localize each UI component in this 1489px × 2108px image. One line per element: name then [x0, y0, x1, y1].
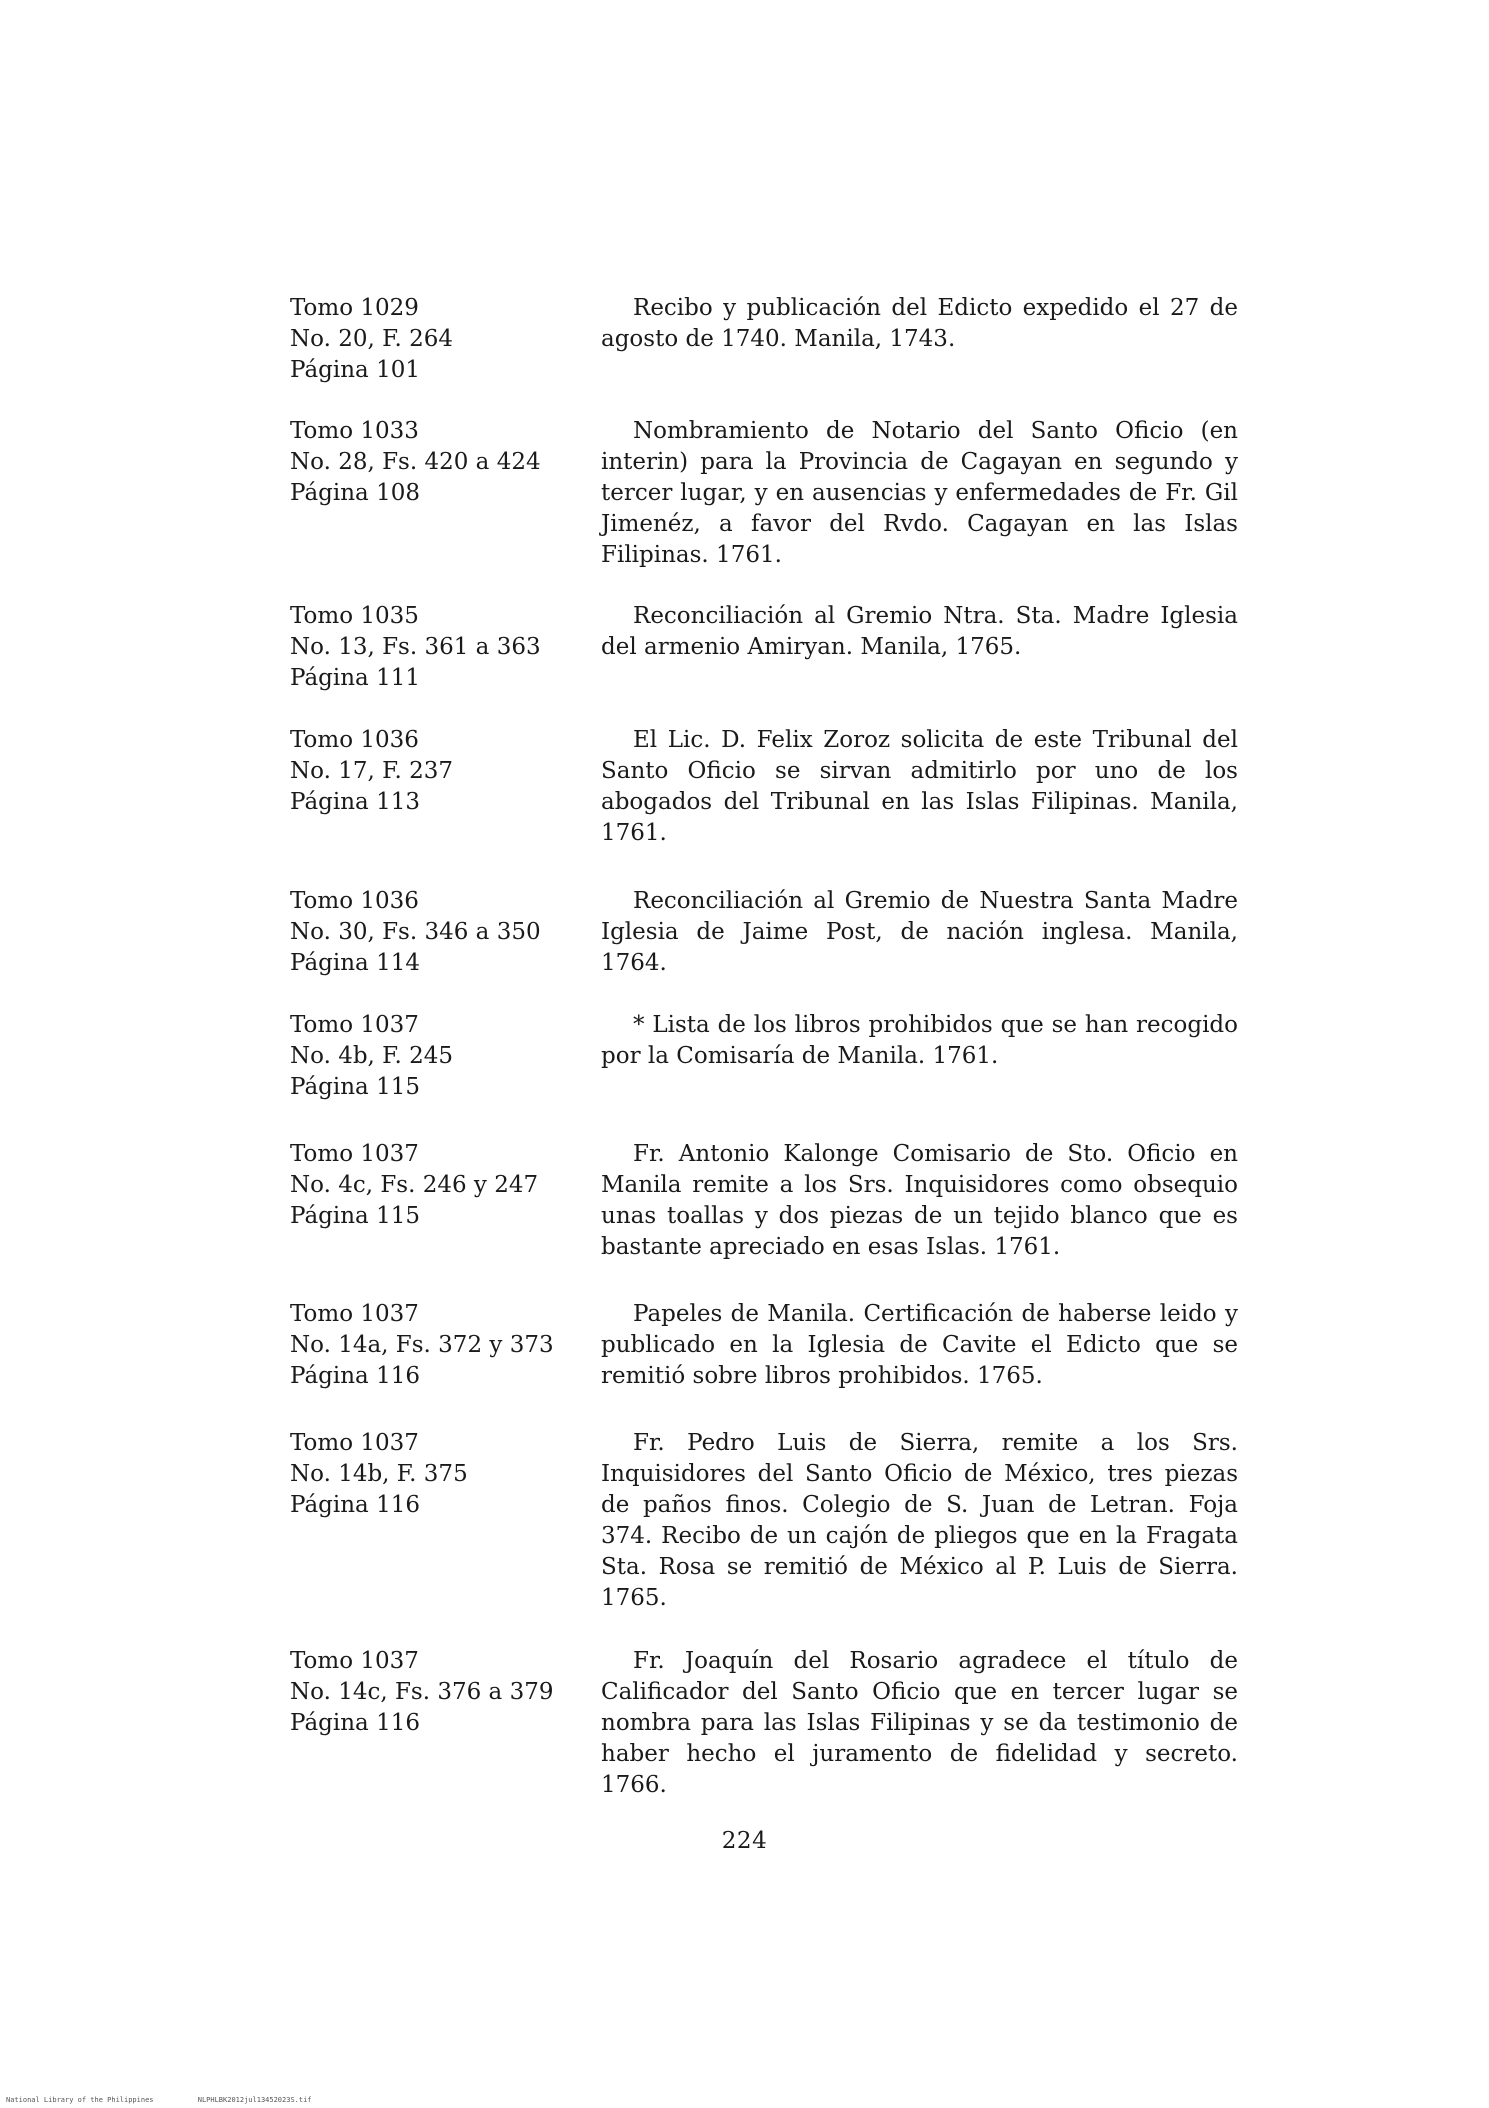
- folio-label: No. 14c, Fs. 376 a 379: [290, 1679, 554, 1705]
- scan-footer: [6, 2096, 352, 2104]
- tomo-label: Tomo 1035: [290, 603, 419, 629]
- entry-reference: [290, 416, 590, 509]
- pagina-label: Página 108: [290, 480, 420, 506]
- folio-label: No. 28, Fs. 420 a 424: [290, 449, 541, 475]
- entry-reference: [290, 1646, 590, 1739]
- entry-reference: [290, 1010, 590, 1103]
- entry-reference: [290, 601, 590, 694]
- entry-reference: [290, 293, 590, 386]
- entry-description: Papeles de Manila. Certificación de haberse leido y publicado en la Iglesia de Cavite el Edicto que se remitió sobre libros prohibidos. 1765.: [601, 1301, 1238, 1389]
- entry-description: Fr. Antonio Kalonge Comisario de Sto. Oficio en Manila remite a los Srs. Inquisidores como obsequio unas toallas y dos piezas de un tejido blanco que es bastante apreciado en esas Islas. 1761.: [601, 1141, 1238, 1260]
- entry-description: Recibo y publicación del Edicto expedido el 27 de agosto de 1740. Manila, 1743.: [601, 295, 1238, 352]
- pagina-label: Página 116: [290, 1492, 420, 1518]
- pagina-label: Página 111: [290, 665, 420, 691]
- tomo-label: Tomo 1037: [290, 1141, 419, 1167]
- entry-description: Nombramiento de Notario del Santo Oficio (en interin) para la Provincia de Cagayan en segundo y tercer lugar, y en ausencias y enfermedades de Fr. Gil Jimenéz, a favor del Rvdo. Cagayan en las Islas Filipinas. 1761.: [601, 418, 1238, 568]
- entry-description: Fr. Joaquín del Rosario agradece el título de Calificador del Santo Oficio que en tercer lugar se nombra para las Islas Filipinas y se da testimonio de haber hecho el juramento de fidelidad y secreto. 1766.: [601, 1648, 1238, 1798]
- pagina-label: Página 116: [290, 1710, 420, 1736]
- tomo-label: Tomo 1036: [290, 727, 419, 753]
- folio-label: No. 13, Fs. 361 a 363: [290, 634, 541, 660]
- pagina-label: Página 115: [290, 1203, 420, 1229]
- scan-filename: NLPHLBK2012jul13452023S.tif: [197, 2096, 312, 2104]
- page-number: 224: [721, 1828, 768, 1854]
- pagina-label: Página 101: [290, 357, 420, 383]
- entry-description: El Lic. D. Felix Zoroz solicita de este Tribunal del Santo Oficio se sirvan admitirlo por uno de los abogados del Tribunal en las Islas Filipinas. Manila, 1761.: [601, 727, 1238, 846]
- folio-label: No. 14a, Fs. 372 y 373: [290, 1332, 554, 1358]
- tomo-label: Tomo 1029: [290, 295, 419, 321]
- entry-description: Fr. Pedro Luis de Sierra, remite a los Srs. Inquisidores del Santo Oficio de México, tres piezas de paños finos. Colegio de S. Juan de Letran. Foja 374. Recibo de un cajón de pliegos que en la Fragata Sta. Rosa se remitió de México al P. Luis de Sierra. 1765.: [601, 1430, 1238, 1611]
- folio-label: No. 4b, F. 245: [290, 1043, 454, 1069]
- pagina-label: Página 113: [290, 789, 420, 815]
- folio-label: No. 30, Fs. 346 a 350: [290, 919, 541, 945]
- tomo-label: Tomo 1033: [290, 418, 419, 444]
- entry-reference: [290, 886, 590, 979]
- folio-label: No. 4c, Fs. 246 y 247: [290, 1172, 539, 1198]
- entry-reference: [290, 1428, 590, 1521]
- entry-description: Reconciliación al Gremio de Nuestra Santa Madre Iglesia de Jaime Post, de nación inglesa. Manila, 1764.: [601, 888, 1238, 976]
- entry-reference: [290, 725, 590, 818]
- tomo-label: Tomo 1037: [290, 1648, 419, 1674]
- pagina-label: Página 116: [290, 1363, 420, 1389]
- tomo-label: Tomo 1036: [290, 888, 419, 914]
- entry-reference: [290, 1299, 590, 1392]
- folio-label: No. 20, F. 264: [290, 326, 453, 352]
- library-credit: National Library of the Philippines: [6, 2096, 154, 2104]
- folio-label: No. 17, F. 237: [290, 758, 453, 784]
- entry-description: Reconciliación al Gremio Ntra. Sta. Madre Iglesia del armenio Amiryan. Manila, 1765.: [601, 603, 1238, 660]
- pagina-label: Página 114: [290, 950, 420, 976]
- entry-reference: [290, 1139, 590, 1232]
- entry-description: * Lista de los libros prohibidos que se han recogido por la Comisaría de Manila. 1761.: [601, 1012, 1238, 1069]
- tomo-label: Tomo 1037: [290, 1430, 419, 1456]
- pagina-label: Página 115: [290, 1074, 420, 1100]
- folio-label: No. 14b, F. 375: [290, 1461, 468, 1487]
- tomo-label: Tomo 1037: [290, 1301, 419, 1327]
- tomo-label: Tomo 1037: [290, 1012, 419, 1038]
